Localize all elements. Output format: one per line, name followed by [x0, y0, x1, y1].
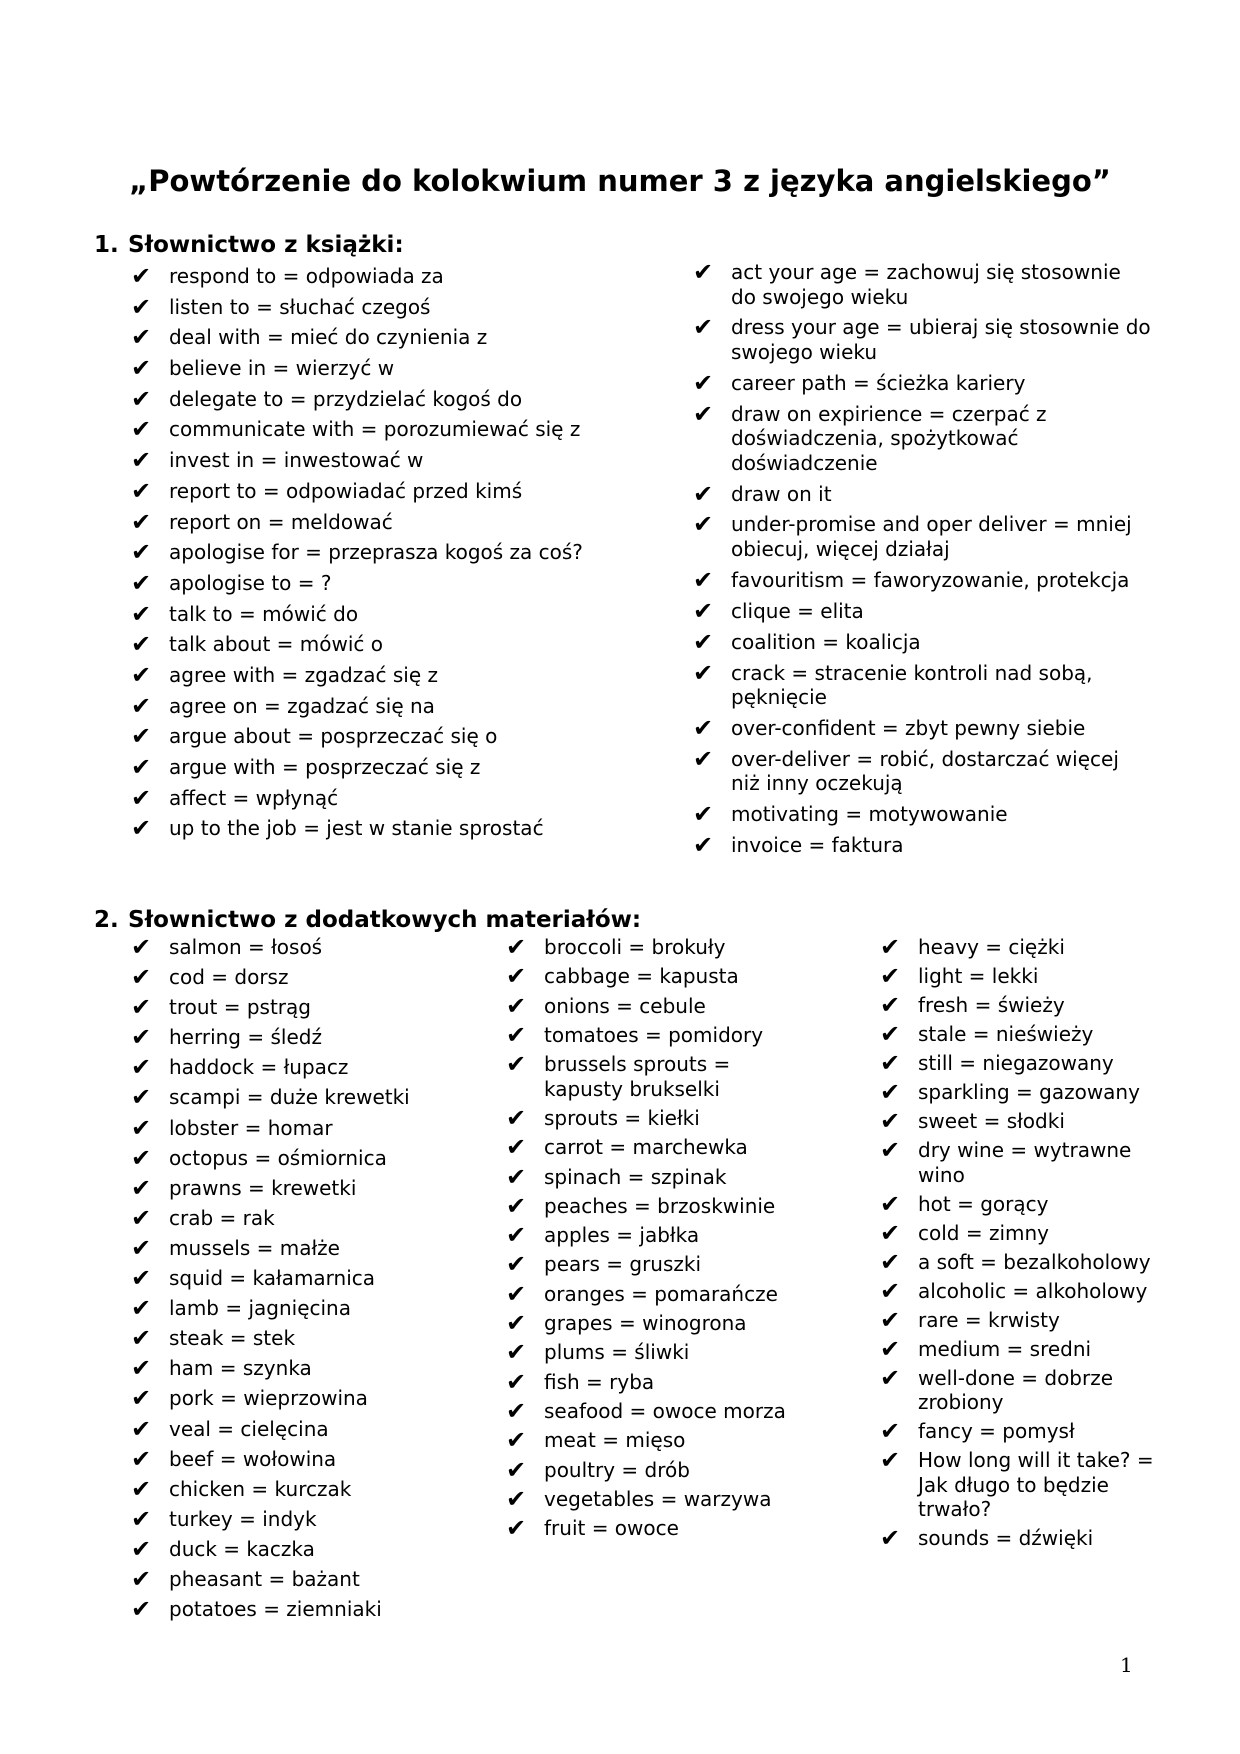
vocab-text: oranges = pomarańcze [544, 1281, 778, 1306]
checkmark-icon: ✔ [131, 783, 152, 812]
vocab-text: fresh = świeży [918, 993, 1065, 1017]
checkmark-icon: ✔ [693, 596, 714, 625]
vocab-item [880, 1247, 1163, 1276]
checkmark-icon: ✔ [693, 713, 714, 742]
checkmark-icon: ✔ [131, 1354, 152, 1383]
vocab-text: deal with = mieć do czynienia z [169, 325, 488, 350]
checkmark-icon: ✔ [880, 1276, 901, 1305]
checkmark-icon: ✔ [131, 262, 152, 290]
vocab-text: dress your age = ubieraj się stosownie do swojego wieku [731, 315, 1151, 364]
vocab-item [693, 510, 1151, 561]
checkmark-icon: ✔ [880, 1020, 901, 1048]
vocab-item [693, 368, 1151, 397]
vocab-text: hot = gorący [918, 1191, 1049, 1216]
vocab-text: fruit = owoce [544, 1516, 679, 1541]
vocab-text: meat = mięso [544, 1428, 686, 1453]
vocab-text: trout = pstrąg [169, 995, 311, 1020]
checkmark-icon: ✔ [880, 1218, 901, 1247]
checkmark-icon: ✔ [506, 1309, 527, 1338]
vocab-text: sounds = dźwięki [918, 1526, 1094, 1550]
checkmark-icon: ✔ [131, 1203, 152, 1232]
vocab-text: salmon = łosoś [169, 935, 323, 959]
vocab-item [880, 1524, 1163, 1552]
checkmark-icon: ✔ [880, 1524, 901, 1552]
vocab-item [693, 744, 1151, 796]
vocab-text: herring = śledź [169, 1025, 322, 1050]
checkmark-icon: ✔ [131, 1023, 152, 1052]
vocab-item [506, 1279, 799, 1308]
checkmark-icon: ✔ [880, 1136, 901, 1164]
checkmark-icon: ✔ [506, 1367, 527, 1396]
vocab-item [506, 1162, 799, 1191]
checkmark-icon: ✔ [506, 1020, 527, 1049]
vocab-item [880, 1446, 1163, 1522]
vocab-item [693, 627, 1151, 656]
vocab-item [506, 1426, 799, 1455]
checkmark-icon: ✔ [880, 1305, 901, 1334]
vocab-item [880, 1189, 1163, 1218]
vocab-item [693, 399, 1151, 476]
checkmark-icon: ✔ [131, 993, 152, 1022]
vocab-item [880, 1049, 1163, 1077]
vocab-text: sprouts = kiełki [544, 1105, 700, 1130]
checkmark-icon: ✔ [131, 384, 152, 413]
checkmark-icon: ✔ [506, 1191, 527, 1220]
checkmark-icon: ✔ [880, 1417, 901, 1445]
vocab-item [131, 814, 589, 843]
vocab-text: career path = ścieżka kariery [731, 370, 1026, 395]
vocab-item [693, 596, 1151, 625]
vocab-text: report on = meldować [169, 509, 393, 534]
vocab-item [880, 1218, 1163, 1247]
checkmark-icon: ✔ [693, 658, 714, 687]
vocab-item [131, 1203, 424, 1232]
vocab-item [131, 1354, 424, 1383]
checkmark-icon: ✔ [131, 691, 152, 720]
vocab-text: light = lekki [918, 964, 1039, 988]
vocab-item [131, 599, 589, 628]
vocab-item [131, 1384, 424, 1413]
checkmark-icon: ✔ [693, 368, 714, 397]
checkmark-icon: ✔ [693, 313, 714, 342]
vocab-item [131, 691, 589, 720]
checkmark-icon: ✔ [506, 1103, 527, 1132]
vocab-text: talk about = mówić o [169, 632, 383, 657]
vocab-text: motivating = motywowanie [731, 802, 1008, 827]
vocab-text: believe in = wierzyć w [169, 356, 395, 381]
vocab-text: rare = krwisty [918, 1307, 1060, 1332]
checkmark-icon: ✔ [131, 963, 152, 992]
vocab-text: apologise for = przeprasza kogoś za coś? [169, 540, 583, 565]
vocab-item [880, 1417, 1163, 1445]
checkmark-icon: ✔ [693, 258, 714, 286]
checkmark-icon: ✔ [693, 744, 714, 773]
vocab-text: pears = gruszki [544, 1252, 702, 1277]
vocab-item [506, 933, 799, 961]
section-1-title: Słownictwo z książki: [128, 232, 404, 258]
vocab-text: onions = cebule [544, 993, 706, 1018]
checkmark-icon: ✔ [693, 510, 714, 539]
checkmark-icon: ✔ [693, 565, 714, 594]
vocab-item [131, 1595, 424, 1624]
checkmark-icon: ✔ [131, 1534, 152, 1563]
vocab-item [506, 1484, 799, 1513]
vocab-text: dry wine = wytrawne wino [918, 1138, 1132, 1187]
vocab-item [506, 1367, 799, 1396]
checkmark-icon: ✔ [131, 630, 152, 659]
vocab-text: grapes = winogrona [544, 1311, 747, 1336]
page-number: 1 [1120, 1653, 1133, 1677]
checkmark-icon: ✔ [693, 479, 714, 508]
vocab-text: spinach = szpinak [544, 1164, 727, 1189]
vocab-item [880, 1136, 1163, 1187]
vocab-item [693, 565, 1151, 594]
checkmark-icon: ✔ [880, 991, 901, 1019]
checkmark-icon: ✔ [131, 292, 152, 321]
vocab-item [131, 993, 424, 1022]
vocab-item [131, 1264, 424, 1293]
checkmark-icon: ✔ [506, 1162, 527, 1191]
vocab-text: communicate with = porozumiewać się z [169, 417, 581, 442]
vocab-text: coalition = koalicja [731, 629, 921, 654]
vocab-text: alcoholic = alkoholowy [918, 1278, 1148, 1303]
checkmark-icon: ✔ [506, 1250, 527, 1279]
vocab-text: a soft = bezalkoholowy [918, 1249, 1151, 1274]
vocab-text: cold = zimny [918, 1220, 1050, 1245]
vocab-item [131, 292, 589, 321]
checkmark-icon: ✔ [506, 1514, 527, 1543]
vocab-item [131, 722, 589, 751]
vocab-item [506, 1191, 799, 1220]
checkmark-icon: ✔ [693, 627, 714, 656]
vocab-item [131, 1564, 424, 1593]
checkmark-icon: ✔ [506, 1050, 527, 1079]
vocab-item [131, 753, 589, 781]
vocab-item [131, 1023, 424, 1052]
vocab-item [506, 1221, 799, 1250]
section-2-column-2 [506, 933, 799, 1545]
checkmark-icon: ✔ [131, 1384, 152, 1413]
vocab-item [880, 1078, 1163, 1106]
vocab-item [131, 415, 589, 444]
vocab-item [131, 1474, 424, 1503]
checkmark-icon: ✔ [693, 800, 714, 829]
vocab-text: plums = śliwki [544, 1340, 690, 1365]
checkmark-icon: ✔ [131, 722, 152, 751]
vocab-text: octopus = ośmiornica [169, 1145, 387, 1170]
vocab-text: potatoes = ziemniaki [169, 1597, 382, 1622]
vocab-text: apologise to = ? [169, 570, 332, 595]
vocab-item [880, 1276, 1163, 1305]
checkmark-icon: ✔ [131, 568, 152, 597]
vocab-item [693, 713, 1151, 742]
checkmark-icon: ✔ [506, 1338, 527, 1367]
checkmark-icon: ✔ [880, 1078, 901, 1106]
vocab-text: argue about = posprzeczać się o [169, 724, 498, 749]
vocab-item [880, 1363, 1163, 1415]
vocab-item [506, 1020, 799, 1049]
checkmark-icon: ✔ [880, 1247, 901, 1276]
vocab-text: sweet = słodki [918, 1109, 1065, 1133]
vocab-text: medium = sredni [918, 1336, 1092, 1361]
vocab-item [131, 1053, 424, 1082]
checkmark-icon: ✔ [131, 1083, 152, 1112]
vocab-text: delegate to = przydzielać kogoś do [169, 386, 523, 411]
vocab-item [880, 1334, 1163, 1363]
vocab-item [506, 1133, 799, 1162]
section-2-column-3 [880, 933, 1163, 1555]
vocab-item [131, 1504, 424, 1533]
vocab-item [131, 1534, 424, 1563]
vocab-item [506, 1050, 799, 1101]
vocab-text: lobster = homar [169, 1115, 333, 1140]
vocab-item [506, 1514, 799, 1543]
checkmark-icon: ✔ [880, 933, 901, 961]
checkmark-icon: ✔ [880, 962, 901, 990]
vocab-item [131, 1083, 424, 1112]
vocab-text: agree on = zgadzać się na [169, 693, 435, 718]
checkmark-icon: ✔ [131, 1173, 152, 1202]
checkmark-icon: ✔ [131, 538, 152, 567]
checkmark-icon: ✔ [131, 753, 152, 781]
vocab-item [131, 933, 424, 961]
checkmark-icon: ✔ [880, 1107, 901, 1135]
vocab-text: peaches = brzoskwinie [544, 1193, 776, 1218]
vocab-text: report to = odpowiadać przed kimś [169, 478, 523, 503]
section-1-heading [94, 231, 404, 259]
vocab-item [131, 507, 589, 536]
vocab-item [131, 476, 589, 505]
checkmark-icon: ✔ [131, 415, 152, 444]
checkmark-icon: ✔ [131, 1143, 152, 1172]
vocab-text: duck = kaczka [169, 1536, 315, 1561]
vocab-text: talk to = mówić do [169, 601, 359, 626]
section-1-column-1 [131, 262, 589, 847]
vocab-text: affect = wpłynąć [169, 785, 339, 810]
vocab-text: poultry = drób [544, 1457, 690, 1482]
vocab-text: cabbage = kapusta [544, 964, 739, 989]
vocab-text: carrot = marchewka [544, 1135, 748, 1160]
vocab-text: How long will it take? = Jak długo to będzie trwało? [918, 1448, 1154, 1521]
checkmark-icon: ✔ [880, 1049, 901, 1077]
vocab-item [693, 658, 1151, 710]
checkmark-icon: ✔ [506, 1396, 527, 1425]
vocab-item [131, 262, 589, 290]
vocab-text: still = niegazowany [918, 1051, 1114, 1075]
vocab-item [131, 384, 589, 413]
checkmark-icon: ✔ [506, 1484, 527, 1513]
checkmark-icon: ✔ [506, 962, 527, 991]
vocab-text: haddock = łupacz [169, 1055, 349, 1080]
checkmark-icon: ✔ [131, 814, 152, 843]
vocab-item [506, 991, 799, 1020]
checkmark-icon: ✔ [506, 991, 527, 1020]
vocab-text: broccoli = brokuły [544, 935, 726, 959]
vocab-text: stale = nieświeży [918, 1022, 1094, 1046]
vocab-text: act your age = zachowuj się stosownie do swojego wieku [731, 260, 1121, 309]
vocab-item [693, 479, 1151, 508]
checkmark-icon: ✔ [131, 323, 152, 352]
vocab-text: scampi = duże krewetki [169, 1085, 410, 1110]
checkmark-icon: ✔ [880, 1446, 901, 1474]
vocab-text: crack = stracenie kontroli nad sobą, pęknięcie [731, 660, 1093, 710]
section-2-title: Słownictwo z dodatkowych materiałów: [128, 907, 642, 933]
vocab-text: heavy = ciężki [918, 935, 1065, 959]
vocab-text: agree with = zgadzać się z [169, 662, 438, 687]
vocab-text: steak = stek [169, 1326, 296, 1351]
vocab-item [131, 1143, 424, 1172]
vocab-item [880, 1305, 1163, 1334]
checkmark-icon: ✔ [131, 1324, 152, 1353]
checkmark-icon: ✔ [131, 1474, 152, 1503]
vocab-item [506, 1396, 799, 1425]
vocab-item [131, 538, 589, 567]
vocab-text: pork = wieprzowina [169, 1386, 368, 1411]
vocab-text: up to the job = jest w stanie sprostać [169, 816, 544, 841]
vocab-item [131, 963, 424, 992]
checkmark-icon: ✔ [131, 1444, 152, 1473]
vocab-text: pheasant = bażant [169, 1566, 360, 1591]
vocab-item [693, 258, 1151, 309]
vocab-text: favouritism = faworyzowanie, protekcja [731, 567, 1130, 592]
vocab-text: draw on it [731, 481, 832, 506]
vocab-text: veal = cielęcina [169, 1416, 329, 1441]
checkmark-icon: ✔ [131, 933, 152, 961]
vocab-item [131, 1324, 424, 1353]
vocab-item [131, 354, 589, 383]
checkmark-icon: ✔ [131, 599, 152, 628]
checkmark-icon: ✔ [880, 1334, 901, 1363]
vocab-text: ham = szynka [169, 1356, 312, 1381]
vocab-item [506, 1103, 799, 1132]
checkmark-icon: ✔ [506, 1279, 527, 1308]
vocab-text: beef = wołowina [169, 1446, 337, 1471]
vocab-text: apples = jabłka [544, 1223, 700, 1248]
vocab-text: turkey = indyk [169, 1506, 317, 1531]
vocab-item [131, 1113, 424, 1142]
vocab-text: mussels = małże [169, 1235, 340, 1260]
vocab-text: squid = kałamarnica [169, 1266, 376, 1291]
section-1-number: 1. [94, 232, 119, 258]
checkmark-icon: ✔ [131, 1053, 152, 1082]
vocab-item [880, 991, 1163, 1019]
vocab-text: vegetables = warzywa [544, 1486, 772, 1511]
checkmark-icon: ✔ [506, 1426, 527, 1455]
checkmark-icon: ✔ [693, 831, 714, 860]
vocab-item [880, 1107, 1163, 1135]
checkmark-icon: ✔ [506, 1455, 527, 1484]
vocab-item [131, 630, 589, 659]
vocab-item [131, 783, 589, 812]
vocab-text: fancy = pomysł [918, 1419, 1075, 1443]
vocab-item [506, 962, 799, 991]
vocab-item [693, 800, 1151, 829]
section-1-column-2 [693, 258, 1151, 864]
vocab-text: under-promise and oper deliver = mniej obiecuj, więcej działaj [731, 512, 1132, 561]
checkmark-icon: ✔ [506, 1221, 527, 1250]
checkmark-icon: ✔ [506, 1133, 527, 1162]
checkmark-icon: ✔ [131, 446, 152, 475]
vocab-item [131, 660, 589, 689]
vocab-text: well-done = dobrze zrobiony [918, 1365, 1114, 1414]
vocab-text: lamb = jagnięcina [169, 1296, 351, 1321]
checkmark-icon: ✔ [131, 1414, 152, 1443]
vocab-text: draw on expirience = czerpać z doświadczenia, spożytkować doświadczenie [731, 401, 1047, 475]
checkmark-icon: ✔ [131, 1113, 152, 1142]
checkmark-icon: ✔ [131, 507, 152, 536]
checkmark-icon: ✔ [880, 1189, 901, 1218]
vocab-item [131, 323, 589, 352]
vocab-text: sparkling = gazowany [918, 1080, 1140, 1104]
checkmark-icon: ✔ [131, 1564, 152, 1593]
vocab-text: chicken = kurczak [169, 1476, 352, 1501]
vocab-item [880, 962, 1163, 990]
vocab-item [131, 1414, 424, 1443]
checkmark-icon: ✔ [131, 1294, 152, 1323]
vocab-text: seafood = owoce morza [544, 1398, 786, 1423]
vocab-text: cod = dorsz [169, 965, 289, 990]
section-2-column-1 [131, 933, 424, 1627]
vocab-item [506, 1250, 799, 1279]
checkmark-icon: ✔ [131, 1233, 152, 1262]
vocab-text: crab = rak [169, 1205, 275, 1230]
vocab-item [880, 1020, 1163, 1048]
vocab-text: brussels sprouts = kapusty brukselki [544, 1052, 731, 1101]
vocab-text: fish = ryba [544, 1369, 655, 1394]
checkmark-icon: ✔ [131, 354, 152, 383]
vocab-text: tomatoes = pomidory [544, 1022, 764, 1047]
vocab-item [131, 1444, 424, 1473]
checkmark-icon: ✔ [131, 1595, 152, 1624]
vocab-text: over-deliver = robić, dostarczać więcej niż inny oczekują [731, 746, 1119, 796]
checkmark-icon: ✔ [131, 476, 152, 505]
section-2-heading [94, 906, 641, 934]
vocab-item [693, 831, 1151, 860]
vocab-text: clique = elita [731, 598, 864, 623]
vocab-text: prawns = krewetki [169, 1175, 357, 1200]
vocab-item [693, 313, 1151, 364]
vocab-item [506, 1455, 799, 1484]
checkmark-icon: ✔ [131, 660, 152, 689]
vocab-item [880, 933, 1163, 961]
vocab-item [131, 1233, 424, 1262]
vocab-text: invoice = faktura [731, 833, 904, 858]
vocab-item [131, 1173, 424, 1202]
checkmark-icon: ✔ [880, 1363, 901, 1392]
vocab-text: over-confident = zbyt pewny siebie [731, 715, 1086, 740]
page-title: „Powtórzenie do kolokwium numer 3 z języka angielskiego” [129, 164, 1111, 198]
vocab-item [131, 1294, 424, 1323]
vocab-text: listen to = słuchać czegoś [169, 294, 431, 319]
vocab-item [506, 1338, 799, 1367]
checkmark-icon: ✔ [131, 1504, 152, 1533]
vocab-text: invest in = inwestować w [169, 448, 424, 473]
checkmark-icon: ✔ [131, 1264, 152, 1293]
vocab-item [506, 1309, 799, 1338]
vocab-text: respond to = odpowiada za [169, 264, 444, 288]
vocab-text: argue with = posprzeczać się z [169, 755, 481, 779]
vocab-item [131, 446, 589, 475]
checkmark-icon: ✔ [693, 399, 714, 428]
checkmark-icon: ✔ [506, 933, 527, 961]
vocab-item [131, 568, 589, 597]
section-2-number: 2. [94, 907, 119, 933]
